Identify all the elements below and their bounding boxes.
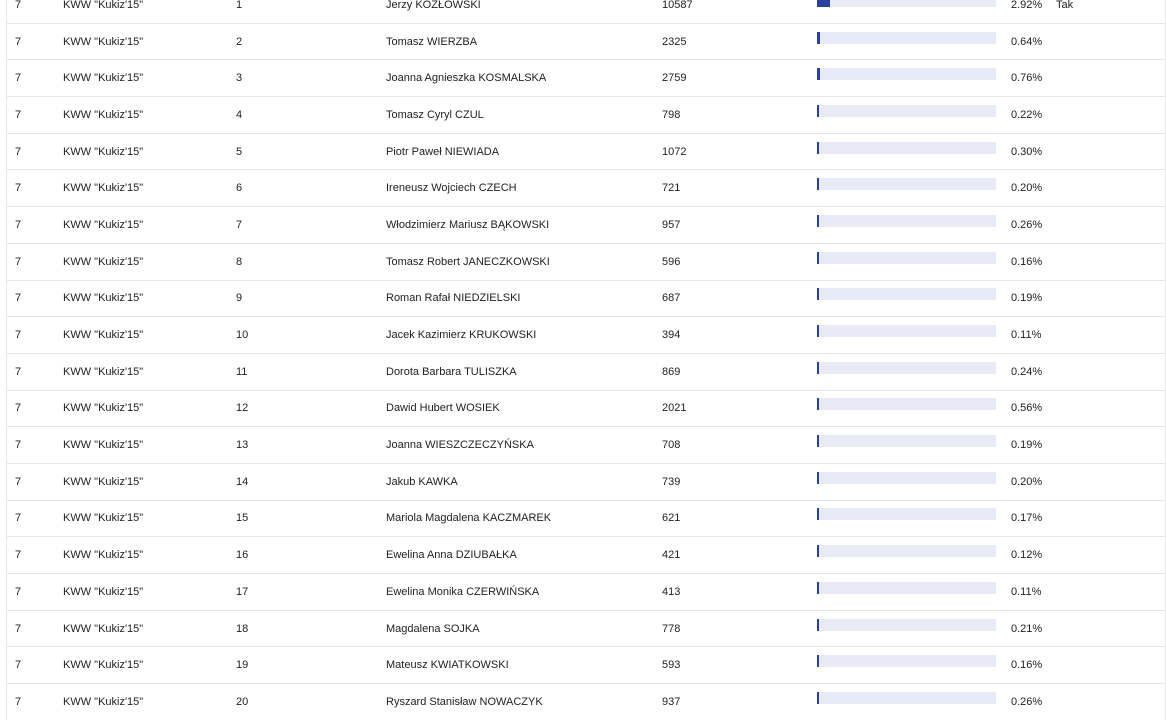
list-position: 17 bbox=[236, 585, 249, 598]
percent-bar-track bbox=[817, 252, 996, 264]
district-number: 7 bbox=[15, 512, 22, 525]
list-position: 8 bbox=[236, 255, 243, 268]
percent-bar bbox=[817, 574, 996, 610]
percent-bar-fill bbox=[817, 32, 820, 44]
vote-count: 798 bbox=[662, 108, 681, 121]
candidate-name: Piotr Paweł NIEWIADA bbox=[386, 145, 500, 158]
percent-bar bbox=[817, 0, 996, 23]
table-row bbox=[7, 611, 1165, 648]
district-number: 7 bbox=[15, 365, 22, 378]
percent-bar-track bbox=[817, 545, 996, 557]
percent-bar-fill bbox=[817, 325, 819, 337]
committee-name: KWW "Kukiz'15" bbox=[63, 35, 144, 48]
table-row bbox=[7, 684, 1165, 720]
committee-name: KWW "Kukiz'15" bbox=[63, 659, 144, 672]
committee-name: KWW "Kukiz'15" bbox=[63, 585, 144, 598]
percent-bar-fill bbox=[817, 619, 819, 631]
table-row bbox=[7, 391, 1165, 428]
percent-bar-track bbox=[817, 0, 996, 7]
percent-bar-track bbox=[817, 435, 996, 447]
candidate-name: Włodzimierz Mariusz BĄKOWSKI bbox=[386, 218, 550, 231]
percent-bar bbox=[817, 170, 996, 206]
vote-count: 739 bbox=[662, 475, 681, 488]
vote-count: 2021 bbox=[662, 402, 687, 415]
vote-count: 937 bbox=[662, 695, 681, 708]
list-position: 20 bbox=[236, 695, 249, 708]
candidate-name: Ryszard Stanisław NOWACZYK bbox=[386, 695, 543, 708]
vote-count: 708 bbox=[662, 439, 681, 452]
table-row bbox=[7, 207, 1165, 244]
percent-bar-track bbox=[817, 215, 996, 227]
table-row bbox=[7, 464, 1165, 501]
list-position: 12 bbox=[236, 402, 249, 415]
district-number: 7 bbox=[15, 475, 22, 488]
percent-bar-fill bbox=[817, 215, 819, 227]
list-position: 18 bbox=[236, 622, 249, 635]
table-row bbox=[7, 317, 1165, 354]
committee-name: KWW "Kukiz'15" bbox=[63, 365, 144, 378]
committee-name: KWW "Kukiz'15" bbox=[63, 695, 144, 708]
table-row bbox=[7, 97, 1165, 134]
candidate-name: Joanna Agnieszka KOSMALSKA bbox=[386, 72, 547, 85]
vote-count: 721 bbox=[662, 182, 681, 195]
candidate-name: Joanna WIESZCZECZYŃSKA bbox=[386, 439, 534, 452]
percent-bar-track bbox=[817, 619, 996, 631]
vote-count: 621 bbox=[662, 512, 681, 525]
list-position: 1 bbox=[236, 0, 243, 11]
percent-bar-fill bbox=[817, 105, 819, 117]
percent-bar-track bbox=[817, 398, 996, 410]
vote-percent: 0.19% bbox=[1011, 292, 1043, 305]
percent-bar-fill bbox=[817, 362, 819, 374]
percent-bar-track bbox=[817, 68, 996, 80]
committee-name: KWW "Kukiz'15" bbox=[63, 622, 144, 635]
percent-bar-fill bbox=[817, 288, 819, 300]
vote-count: 2325 bbox=[662, 35, 687, 48]
percent-bar bbox=[817, 354, 996, 390]
percent-bar-fill bbox=[817, 655, 819, 667]
table-row bbox=[7, 501, 1165, 538]
percent-bar-track bbox=[817, 655, 996, 667]
district-number: 7 bbox=[15, 329, 22, 342]
percent-bar bbox=[817, 134, 996, 170]
district-number: 7 bbox=[15, 622, 22, 635]
percent-bar-fill bbox=[817, 545, 819, 557]
district-number: 7 bbox=[15, 695, 22, 708]
district-number: 7 bbox=[15, 255, 22, 268]
list-position: 9 bbox=[236, 292, 243, 305]
percent-bar bbox=[817, 207, 996, 243]
candidate-name: Mariola Magdalena KACZMAREK bbox=[386, 512, 552, 525]
candidate-name: Magdalena SOJKA bbox=[386, 622, 480, 635]
percent-bar-fill bbox=[817, 508, 819, 520]
candidate-name: Tomasz Cyryl CZUL bbox=[386, 108, 484, 121]
vote-count: 413 bbox=[662, 585, 681, 598]
percent-bar-track bbox=[817, 325, 996, 337]
candidate-name: Jerzy KOZŁOWSKI bbox=[386, 0, 481, 11]
district-number: 7 bbox=[15, 292, 22, 305]
district-number: 7 bbox=[15, 439, 22, 452]
percent-bar-track bbox=[817, 472, 996, 484]
percent-bar bbox=[817, 611, 996, 647]
table-row bbox=[7, 574, 1165, 611]
list-position: 16 bbox=[236, 549, 249, 562]
vote-count: 778 bbox=[662, 622, 681, 635]
list-position: 5 bbox=[236, 145, 243, 158]
vote-percent: 0.20% bbox=[1011, 182, 1043, 195]
district-number: 7 bbox=[15, 0, 22, 11]
district-number: 7 bbox=[15, 659, 22, 672]
vote-percent: 0.17% bbox=[1011, 512, 1043, 525]
vote-percent: 0.26% bbox=[1011, 218, 1043, 231]
percent-bar-fill bbox=[817, 252, 819, 264]
table-row bbox=[7, 170, 1165, 207]
vote-count: 1072 bbox=[662, 145, 687, 158]
table-row bbox=[7, 134, 1165, 171]
candidate-name: Ireneusz Wojciech CZECH bbox=[386, 182, 517, 195]
percent-bar-fill bbox=[817, 68, 820, 80]
percent-bar-track bbox=[817, 142, 996, 154]
table-row bbox=[7, 60, 1165, 97]
percent-bar-fill bbox=[817, 692, 819, 704]
committee-name: KWW "Kukiz'15" bbox=[63, 72, 144, 85]
candidate-name: Dawid Hubert WOSIEK bbox=[386, 402, 500, 415]
candidate-name: Dorota Barbara TULISZKA bbox=[386, 365, 517, 378]
vote-percent: 0.30% bbox=[1011, 145, 1043, 158]
vote-count: 687 bbox=[662, 292, 681, 305]
committee-name: KWW "Kukiz'15" bbox=[63, 0, 144, 11]
committee-name: KWW "Kukiz'15" bbox=[63, 512, 144, 525]
district-number: 7 bbox=[15, 72, 22, 85]
percent-bar bbox=[817, 244, 996, 280]
percent-bar-fill bbox=[817, 142, 819, 154]
list-position: 19 bbox=[236, 659, 249, 672]
district-number: 7 bbox=[15, 585, 22, 598]
vote-percent: 0.26% bbox=[1011, 695, 1043, 708]
percent-bar bbox=[817, 501, 996, 537]
table-row bbox=[7, 647, 1165, 684]
vote-percent: 0.19% bbox=[1011, 439, 1043, 452]
results-table bbox=[6, 0, 1166, 720]
list-position: 3 bbox=[236, 72, 243, 85]
vote-count: 10587 bbox=[662, 0, 693, 11]
vote-count: 394 bbox=[662, 329, 681, 342]
list-position: 15 bbox=[236, 512, 249, 525]
committee-name: KWW "Kukiz'15" bbox=[63, 108, 144, 121]
candidate-name: Ewelina Anna DZIUBAŁKA bbox=[386, 549, 517, 562]
district-number: 7 bbox=[15, 402, 22, 415]
percent-bar-track bbox=[817, 692, 996, 704]
percent-bar-fill bbox=[817, 582, 819, 594]
committee-name: KWW "Kukiz'15" bbox=[63, 549, 144, 562]
vote-percent: 0.22% bbox=[1011, 108, 1043, 121]
list-position: 6 bbox=[236, 182, 243, 195]
list-position: 2 bbox=[236, 35, 243, 48]
district-number: 7 bbox=[15, 182, 22, 195]
committee-name: KWW "Kukiz'15" bbox=[63, 182, 144, 195]
vote-count: 421 bbox=[662, 549, 681, 562]
list-position: 4 bbox=[236, 108, 243, 121]
vote-percent: 0.21% bbox=[1011, 622, 1043, 635]
table-row bbox=[7, 244, 1165, 281]
list-position: 13 bbox=[236, 439, 249, 452]
percent-bar bbox=[817, 317, 996, 353]
committee-name: KWW "Kukiz'15" bbox=[63, 475, 144, 488]
candidate-name: Mateusz KWIATKOWSKI bbox=[386, 659, 509, 672]
percent-bar-fill bbox=[817, 435, 819, 447]
candidate-name: Jakub KAWKA bbox=[386, 475, 458, 488]
candidate-name: Jacek Kazimierz KRUKOWSKI bbox=[386, 329, 537, 342]
vote-count: 596 bbox=[662, 255, 681, 268]
list-position: 14 bbox=[236, 475, 249, 488]
vote-percent: 2.92% bbox=[1011, 0, 1043, 11]
percent-bar-track bbox=[817, 362, 996, 374]
percent-bar bbox=[817, 537, 996, 573]
percent-bar bbox=[817, 281, 996, 317]
percent-bar bbox=[817, 24, 996, 60]
table-row bbox=[7, 427, 1165, 464]
percent-bar bbox=[817, 684, 996, 720]
committee-name: KWW "Kukiz'15" bbox=[63, 329, 144, 342]
vote-count: 957 bbox=[662, 218, 681, 231]
percent-bar-fill bbox=[817, 178, 819, 190]
percent-bar-fill bbox=[817, 0, 830, 7]
vote-count: 2759 bbox=[662, 72, 687, 85]
candidate-name: Tomasz WIERZBA bbox=[386, 35, 478, 48]
vote-percent: 0.16% bbox=[1011, 659, 1043, 672]
vote-percent: 0.12% bbox=[1011, 549, 1043, 562]
vote-percent: 0.76% bbox=[1011, 72, 1043, 85]
district-number: 7 bbox=[15, 35, 22, 48]
percent-bar-track bbox=[817, 32, 996, 44]
vote-count: 593 bbox=[662, 659, 681, 672]
table-row bbox=[7, 0, 1165, 24]
percent-bar bbox=[817, 647, 996, 683]
vote-percent: 0.16% bbox=[1011, 255, 1043, 268]
vote-count: 869 bbox=[662, 365, 681, 378]
percent-bar bbox=[817, 391, 996, 427]
list-position: 7 bbox=[236, 218, 243, 231]
percent-bar-track bbox=[817, 288, 996, 300]
elected-status: Tak bbox=[1056, 0, 1074, 11]
candidate-name: Tomasz Robert JANECZKOWSKI bbox=[386, 255, 550, 268]
percent-bar bbox=[817, 427, 996, 463]
table-row bbox=[7, 537, 1165, 574]
committee-name: KWW "Kukiz'15" bbox=[63, 439, 144, 452]
percent-bar bbox=[817, 464, 996, 500]
vote-percent: 0.20% bbox=[1011, 475, 1043, 488]
committee-name: KWW "Kukiz'15" bbox=[63, 402, 144, 415]
table-row bbox=[7, 24, 1165, 61]
candidate-name: Roman Rafał NIEDZIELSKI bbox=[386, 292, 521, 305]
district-number: 7 bbox=[15, 108, 22, 121]
percent-bar-fill bbox=[817, 398, 819, 410]
table-row bbox=[7, 281, 1165, 318]
vote-percent: 0.11% bbox=[1011, 585, 1042, 598]
percent-bar-track bbox=[817, 178, 996, 190]
committee-name: KWW "Kukiz'15" bbox=[63, 255, 144, 268]
vote-percent: 0.56% bbox=[1011, 402, 1043, 415]
table-row bbox=[7, 354, 1165, 391]
percent-bar bbox=[817, 97, 996, 133]
district-number: 7 bbox=[15, 549, 22, 562]
vote-percent: 0.11% bbox=[1011, 329, 1042, 342]
district-number: 7 bbox=[15, 218, 22, 231]
committee-name: KWW "Kukiz'15" bbox=[63, 218, 144, 231]
percent-bar bbox=[817, 60, 996, 96]
percent-bar-fill bbox=[817, 472, 819, 484]
list-position: 11 bbox=[236, 365, 248, 378]
list-position: 10 bbox=[236, 329, 249, 342]
candidate-name: Ewelina Monika CZERWIŃSKA bbox=[386, 585, 540, 598]
vote-percent: 0.64% bbox=[1011, 35, 1043, 48]
committee-name: KWW "Kukiz'15" bbox=[63, 145, 144, 158]
percent-bar-track bbox=[817, 508, 996, 520]
committee-name: KWW "Kukiz'15" bbox=[63, 292, 144, 305]
percent-bar-track bbox=[817, 582, 996, 594]
vote-percent: 0.24% bbox=[1011, 365, 1043, 378]
percent-bar-track bbox=[817, 105, 996, 117]
district-number: 7 bbox=[15, 145, 22, 158]
